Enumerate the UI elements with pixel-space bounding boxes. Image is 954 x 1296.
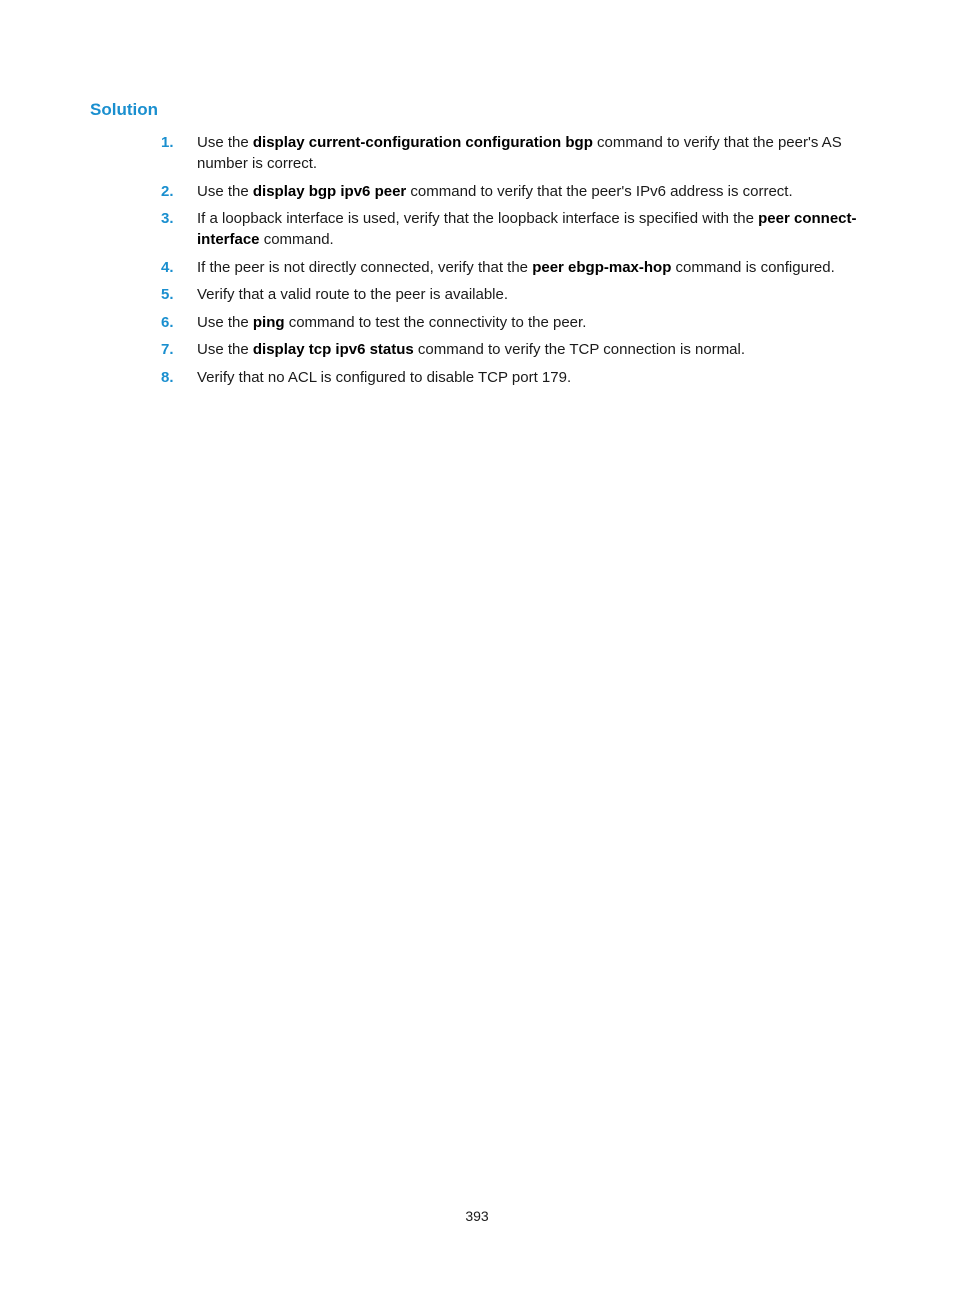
command-name: peer connect-interface — [197, 210, 857, 248]
step-text: Use the — [197, 134, 253, 151]
list-item — [161, 312, 871, 333]
command-name: peer ebgp-max-hop — [532, 258, 672, 276]
step-text: command is configured. — [671, 258, 835, 276]
list-item — [161, 257, 871, 278]
command-name: display bgp ipv6 peer — [252, 182, 407, 200]
command-name: ping — [252, 313, 285, 331]
step-text: Use the — [197, 313, 253, 331]
step-number: 6. — [161, 313, 174, 331]
step-number: 5. — [161, 286, 174, 303]
step-text: If the peer is not directly connected, verify that the — [197, 258, 533, 276]
step-number: 4. — [161, 258, 174, 276]
step-text: command to verify that the peer's IPv6 address is correct. — [406, 182, 793, 200]
step-number: 1. — [161, 134, 174, 151]
list-item — [161, 208, 871, 250]
section-heading: Solution — [90, 100, 158, 119]
step-number: 8. — [161, 368, 174, 386]
list-item — [161, 367, 871, 388]
step-text: command to test the connectivity to the peer. — [284, 313, 587, 331]
step-text: command to verify the TCP connection is normal. — [413, 341, 746, 358]
step-text: Verify that no ACL is configured to disable TCP port 179. — [197, 368, 572, 386]
command-name: display tcp ipv6 status — [252, 341, 414, 358]
solution-steps-list — [161, 132, 871, 394]
step-number: 2. — [161, 182, 174, 200]
list-item — [161, 284, 871, 305]
step-text: command. — [259, 231, 334, 248]
step-text: If a loopback interface is used, verify that the loopback interface is specified with the — [197, 210, 759, 227]
step-text: Use the — [197, 341, 253, 358]
step-text: command to verify that the peer's AS number is correct. — [197, 134, 842, 172]
step-number: 7. — [161, 341, 174, 358]
command-name: display current-configuration configuration bgp — [252, 134, 593, 151]
list-item — [161, 181, 871, 202]
page-number: 393 — [465, 1208, 489, 1224]
step-text: Verify that a valid route to the peer is available. — [197, 286, 509, 303]
step-number: 3. — [161, 210, 174, 227]
list-item — [161, 339, 871, 360]
step-text: Use the — [197, 182, 253, 200]
list-item — [161, 132, 871, 174]
